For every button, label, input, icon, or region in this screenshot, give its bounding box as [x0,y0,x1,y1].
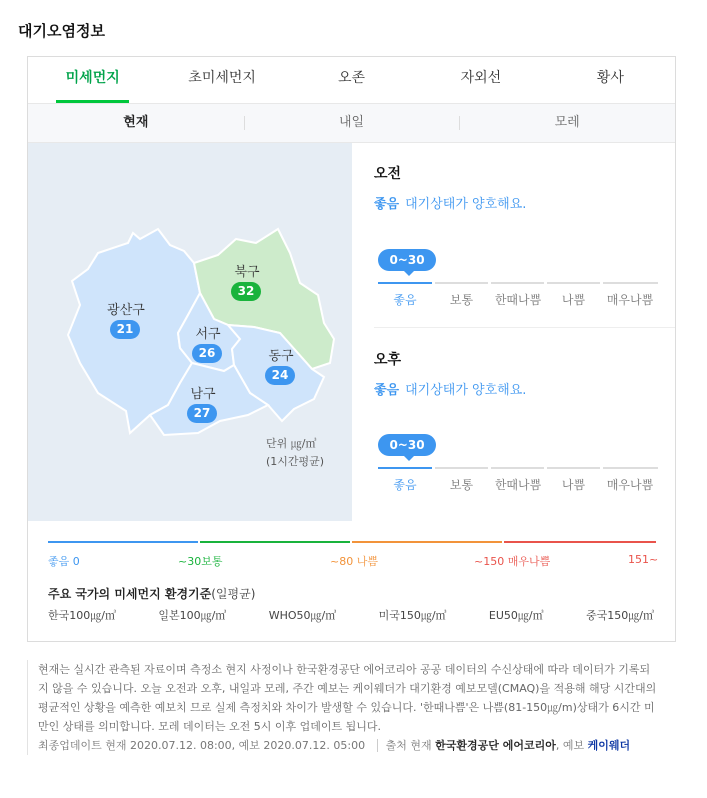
scale-label-normal: 보통 [449,293,474,307]
standard-who: WHO50㎍/㎥ [268,609,337,622]
notes-meta [38,736,657,755]
forecast-divider [374,327,675,328]
scale-bar [491,282,544,284]
standards-title [48,585,255,602]
forecast-afternoon-range: 0~30 [378,434,436,456]
scale-label-very-bad: 매우나쁨 [606,293,654,307]
forecast-morning [374,163,654,212]
forecast-morning-status [374,193,654,212]
tab-tomorrow[interactable]: 내일 [244,104,460,142]
legend-bar-very-bad [504,541,656,543]
source-link-kweather[interactable]: 케이웨더 [587,739,631,752]
forecast-panel [352,143,675,521]
scale-bar [491,467,544,469]
info-notes [27,660,657,755]
tab-uv[interactable]: 자외선 [460,70,502,86]
standard-korea: 한국100㎍/㎥ [48,609,116,622]
scale-bar [435,467,488,469]
forecast-morning-scale [378,249,658,307]
forecast-morning-range: 0~30 [378,249,436,271]
forecast-morning-desc: 대기상태가 양호해요. [405,197,527,212]
notes-body: 현재는 실시간 관측된 자료이며 측정소 현지 사정이나 한국환경공단 에어코리아 공공 데이터의 수신상태에 따라 데이터가 기록되지 않을 수 있습니다. 오늘 오전과 오후, 내일과 모레, 주간 예보는 케이웨더가 대기환경 예보모델(CMAQ)을 적용해 해당 시간대의 평균적인 상황을 예측한 예보치 므로 실제 측정치와 차이가 발생할 수 있습니다. '한때나쁨'은 나쁨(81-150㎍/m)상태가 6시간 미만인 상태를 의미합니다. 모레 데이터는 오전 5시 이후 업데이트 됩니다. [38,663,657,733]
scale-bar [603,282,658,284]
legend-bar-bad [352,541,502,543]
scale-label-bad: 나쁨 [561,478,586,492]
grade-legend [48,541,659,568]
source-label: 출처 현재 [377,739,432,752]
forecast-morning-time: 오전 [374,166,402,182]
standards-title-text: 주요 국가의 미세먼지 환경기준 [48,587,212,601]
legend-very-bad: ~150 매우나쁨 [474,555,551,568]
tab-today[interactable]: 현재 [123,115,149,130]
district-value-seo[interactable]: 26 [192,344,222,363]
scale-bar [378,282,432,284]
scale-bar [603,467,658,469]
district-name-dong: 동구 [268,349,294,364]
scale-label-good: 좋음 [393,293,417,307]
standards-list [48,607,654,623]
scale-label-bad: 나쁨 [561,293,586,307]
unit-note: (1시간평균) [266,455,325,468]
scale-bar [547,467,600,469]
pollutant-tabs [28,57,675,103]
legend-normal-text: ~30보통 [178,555,223,568]
last-updated: 최종업데이트 현재 2020.07.12. 08:00, 예보 2020.07.12. 05:00 [38,739,366,752]
district-value-buk[interactable]: 32 [231,282,261,301]
district-value-nam[interactable]: 27 [187,404,217,423]
standards-subtitle: (일평균) [211,587,256,601]
forecast-label: 예보 [562,739,585,752]
unit-label: 단위 ㎍/㎥ [266,437,317,450]
legend-bar-normal [200,541,350,543]
day-tabs [28,103,675,143]
scale-bar [547,282,600,284]
legend-bar-good [48,541,198,543]
forecast-afternoon-status [374,379,654,398]
scale-label-temp-bad: 한때나쁨 [494,293,542,307]
tab-fine-dust[interactable]: 미세먼지 [28,57,157,103]
map-unit [266,435,324,471]
scale-label-temp-bad: 한때나쁨 [494,478,542,492]
district-name-nam: 남구 [190,387,216,402]
standard-japan: 일본100㎍/㎥ [158,609,227,622]
legend-bad: ~80 나쁨 [330,555,378,568]
standard-china: 중국150㎍/㎥ [586,609,654,622]
tab-day-after[interactable]: 모레 [459,104,675,142]
tab-yellow-dust[interactable]: 황사 [596,70,624,86]
scale-label-good: 좋음 [393,478,417,492]
legend-max: 151~ [628,553,659,566]
forecast-afternoon-time: 오후 [374,352,402,368]
district-value-dong[interactable]: 24 [265,366,295,385]
air-quality-panel [27,56,676,642]
forecast-afternoon-scale [378,434,658,492]
scale-label-normal: 보통 [449,478,474,492]
standard-usa: 미국150㎍/㎥ [378,609,447,622]
source-link-airkorea[interactable]: 한국환경공단 에어코리아 [435,739,556,752]
tab-ultrafine-dust[interactable]: 초미세먼지 [188,70,256,86]
scale-bar [378,467,432,469]
forecast-afternoon [374,349,654,398]
legend-normal [178,553,222,569]
scale-bar [435,282,488,284]
page-title: 대기오염정보 [18,22,105,40]
forecast-afternoon-desc: 대기상태가 양호해요. [405,383,527,398]
district-value-gwangsan[interactable]: 21 [110,320,140,339]
district-name-gwangsan: 광산구 [107,303,145,318]
district-name-seo: 서구 [195,327,221,342]
comma-sep: , [555,739,563,752]
forecast-afternoon-grade: 좋음 [374,383,400,398]
scale-label-very-bad: 매우나쁨 [606,478,654,492]
standard-eu: EU50㎍/㎥ [488,609,544,622]
district-name-buk: 북구 [234,265,260,280]
tab-ozone[interactable]: 오존 [337,70,366,86]
forecast-morning-grade: 좋음 [374,197,400,212]
legend-good: 좋음 0 [48,555,80,568]
